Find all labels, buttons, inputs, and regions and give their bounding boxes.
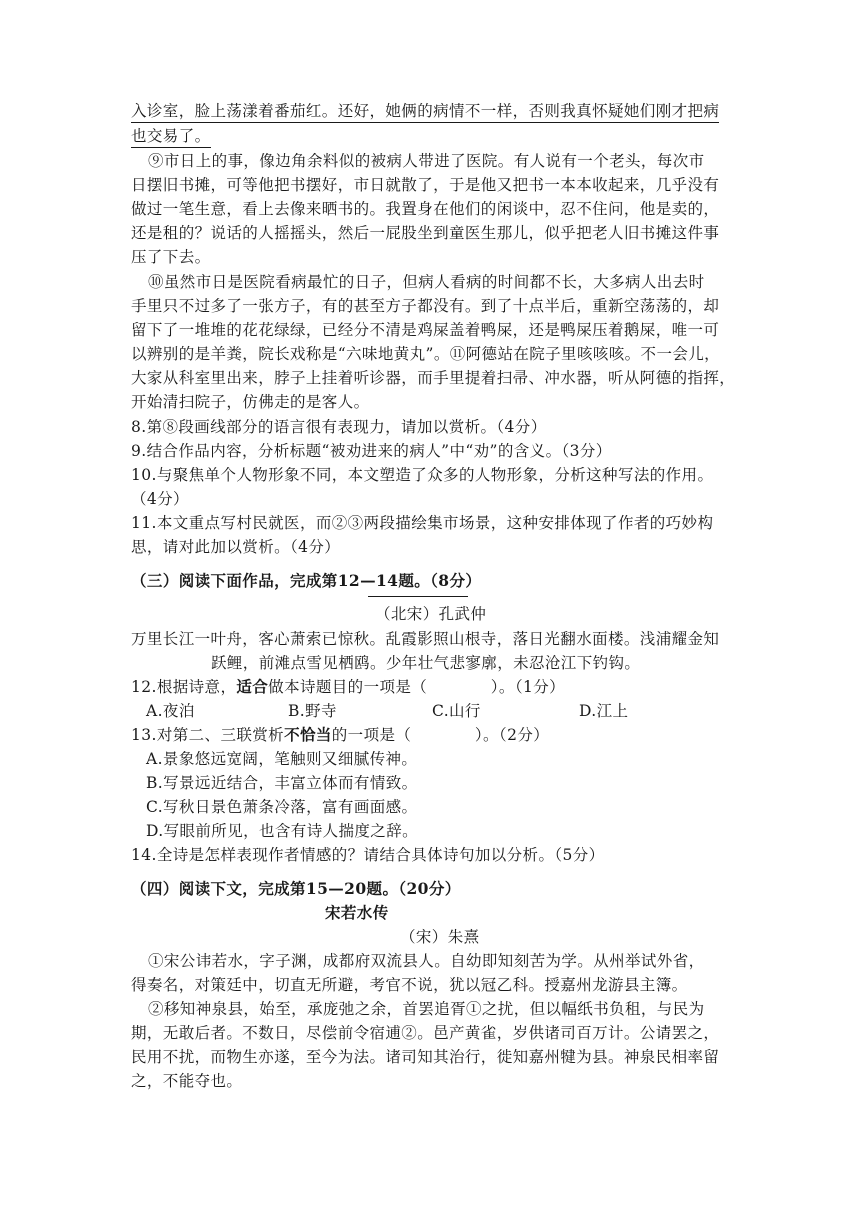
question-10-line-1: 10.与聚焦单个人物形象不同，本文塑造了众多的人物形象，分析这种写法的作用。	[131, 466, 714, 484]
question-13	[131, 724, 549, 746]
q12-option-a: A.夜泊	[146, 702, 195, 720]
p9-line-4: 还是租的？说话的人摇摇头，然后一屁股坐到童医生那儿，似乎把老人旧书摊这件事	[131, 224, 720, 242]
p8-underlined-line-2: 也交易了。	[131, 125, 211, 148]
poem-line-2: 跃鲤，前滩点雪见栖鸥。少年壮气悲寥廓，未忍沧江下钓钩。	[211, 654, 641, 672]
poem-line-1: 万里长江一叶舟，客心萧索已惊秋。乱霞影照山根寺，落日光翻水面楼。浅浦耀金知	[131, 630, 720, 648]
section-three-heading: （三）阅读下面作品，完成第12—14题。（8分）	[131, 571, 482, 590]
article-author: （宋）朱熹	[400, 928, 480, 946]
p10-line-4	[131, 343, 720, 365]
question-10-line-2: （4分）	[131, 490, 189, 508]
article-p2-line-3: 民用不扰，而物生亦遂，至今为法。诸司知其治行，徙知嘉州犍为县。神泉民相率留	[131, 1048, 720, 1066]
p10-line-4-text: 以辨别的是羊粪，院长戏称是“六味地黄丸”。	[131, 345, 450, 363]
article-title: 宋若水传	[325, 903, 389, 922]
section-four-heading: （四）阅读下文，完成第15—20题。（20分）	[131, 879, 461, 898]
question-9: 9.结合作品内容，分析标题“被劝进来的病人”中“劝”的含义。（3分）	[131, 442, 612, 460]
p8-underlined-line-1: 入诊室，脸上荡漾着番茄红。还好，她俩的病情不一样，否则我真怀疑她们刚才把病	[131, 100, 719, 123]
question-13-post: 的一项是（ ）。（2分）	[331, 726, 550, 744]
article-p2-line-1: ②移知神泉县，始至，承庞弛之余，首罢追胥①之扰，但以幅纸书负租，与民为	[148, 1000, 705, 1018]
q12-option-c: C.山行	[432, 702, 481, 720]
p9-line-3: 做过一笔生意，看上去像来晒书的。我置身在他们的闲谈中，忍不住问，他是卖的，	[131, 200, 720, 218]
poem-title-blank	[368, 596, 468, 597]
p10-line-1: ⑩虽然市日是医院看病最忙的日子，但病人看病的时间都不长，大多病人出去时	[148, 273, 705, 291]
question-12-post: 做本诗题目的一项是（ ）。（1分）	[268, 678, 566, 696]
p11-inline-text: ⑪阿德站在院子里咳咳咳。不一会儿，	[449, 345, 721, 363]
question-8: 8.第⑧段画线部分的语言很有表现力，请加以赏析。（4分）	[131, 418, 547, 436]
q13-option-b: B.写景远近结合，丰富立体而有情致。	[146, 774, 418, 792]
question-14: 14.全诗是怎样表现作者情感的？请结合具体诗句加以分析。（5分）	[131, 846, 605, 864]
article-p1-line-2: 得奏名，对策廷中，切直无所避，考官不说，犹以冠乙科。授嘉州龙游县主簿。	[131, 976, 688, 994]
p10-line-6: 开始清扫院子，仿佛走的是客人。	[131, 393, 370, 411]
p9-line-1: ⑨市日上的事，像边角余料似的被病人带进了医院。有人说有一个老头，每次市	[148, 152, 705, 170]
q12-option-d: D.江上	[579, 702, 629, 720]
article-p2-line-4: 之，不能夺也。	[131, 1072, 243, 1090]
p10-line-3: 留下了一堆堆的花花绿绿，已经分不清是鸡屎盖着鸭屎，还是鸭屎压着鹅屎，唯一可	[131, 321, 720, 339]
question-11-line-1: 11.本文重点写村民就医，而②③两段描绘集市场景，这种安排体现了作者的巧妙构	[131, 514, 714, 532]
article-p1-line-1: ①宋公讳若水，字子渊，成都府双流县人。自幼即知刻苦为学。从州举试外省，	[148, 952, 705, 970]
q13-option-c: C.写秋日景色萧条冷落，富有画面感。	[146, 798, 418, 816]
question-12	[131, 676, 565, 698]
article-p2-line-2: 期，无敢后者。不数日，尽偿前令宿逋②。邑产黄雀，岁供诸司百万计。公请罢之，	[131, 1024, 720, 1042]
question-13-pre: 13.对第二、三联赏析	[131, 726, 285, 744]
question-12-emphasis: 适合	[236, 677, 269, 696]
q13-option-d: D.写眼前所见，也含有诗人揣度之辞。	[146, 822, 419, 840]
p9-line-2: 日摆旧书摊，可等他把书摆好，市日就散了，于是他又把书一本本收起来，几乎没有	[131, 176, 720, 194]
q12-option-b: B.野寺	[288, 702, 337, 720]
question-12-pre: 12.根据诗意，	[131, 678, 237, 696]
p9-line-5: 压了下去。	[131, 248, 211, 266]
p10-line-5: 大家从科室里出来，脖子上挂着听诊器，而手里提着扫帚、冲水器，听从阿德的指挥，	[131, 369, 736, 387]
question-13-emphasis: 不恰当	[284, 725, 332, 744]
poem-author: （北宋）孔武仲	[375, 605, 487, 623]
q13-option-a: A.景象悠远宽阔，笔触则又细腻传神。	[146, 750, 418, 768]
question-11-line-2: 思，请对此加以赏析。（4分）	[131, 538, 341, 556]
p10-line-2: 手里只不过多了一张方子，有的甚至方子都没有。到了十点半后，重新空荡荡的，却	[131, 297, 720, 315]
